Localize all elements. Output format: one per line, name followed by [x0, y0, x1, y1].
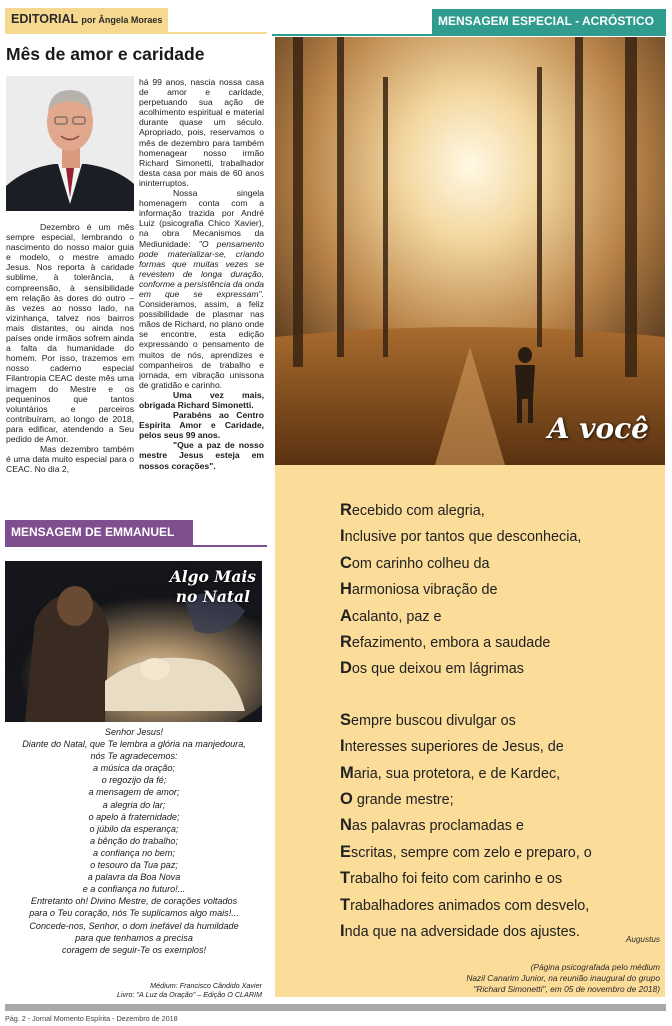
poem-line [340, 866, 660, 892]
poem-initial: H [340, 580, 352, 599]
prayer-line: a confiança no bem; [93, 847, 175, 858]
acrostic-poem [340, 498, 660, 946]
editorial-closing-quote: "Que a paz de nosso mestre Jesus esteja em nossos corações". [139, 440, 264, 471]
editorial-byline: por Ângela Moraes [81, 15, 163, 25]
poem-line [340, 604, 660, 630]
poem-initial: S [340, 710, 352, 729]
poem-initial: E [340, 842, 352, 861]
editorial-text-left [6, 222, 134, 474]
prayer-line: o júbilo da esperança; [89, 823, 179, 834]
poem-line [340, 761, 660, 787]
prayer-line: para que tenhamos a precisa [75, 932, 193, 943]
poem-text: os que deixou em lágrimas [351, 661, 524, 678]
nativity-title-line: Algo Mais [169, 567, 256, 586]
emmanuel-prayer [8, 726, 260, 956]
poem-initial: I [340, 527, 345, 546]
editorial-paragraph: Mas dezembro também é uma data muito especial para o CEAC. No dia 2, [6, 444, 134, 475]
poem-initial: R [340, 633, 352, 652]
poem-initial: I [340, 922, 345, 941]
prayer-line: para o Teu coração, nós Te suplicamos algo mais!... [29, 908, 239, 919]
poem-line [340, 551, 660, 577]
editorial-text-span: Consideramos, assim, a feliz possibilidade de plasmar nas mãos de Richard, no plano onde se encontre, esta edição expressando o pensamento de muitos de nós, aprendizes e companheiros de trabalho e jornada, em vibração unissona de gratidão e carinho. [139, 299, 264, 390]
editorial-congrats: Parabéns ao Centro Espírita Amor e Caridade, pelos seus 99 anos. [139, 410, 264, 441]
psychography-note [360, 962, 660, 996]
poem-text: nclusive por tantos que desconhecia, [344, 529, 582, 546]
poem-text: armoniosa vibração de [351, 582, 498, 599]
editorial-label: EDITORIAL [11, 12, 78, 26]
poem-initial: C [340, 553, 352, 572]
prayer-line: o apelo à fraternidade; [88, 811, 180, 822]
poem-text: aria, sua protetora, e de Kardec, [353, 765, 561, 782]
note-line: Nazil Canarim Junior, na reunião inaugural do grupo [466, 973, 660, 984]
poem-initial: T [340, 869, 351, 888]
prayer-line: coragem de seguir-Te os exemplos! [61, 944, 207, 955]
poem-author: Augustus [625, 935, 660, 944]
poem-line [340, 813, 660, 839]
prayer-line: nós Te agradecemos: [90, 751, 178, 762]
poem-line [340, 524, 660, 550]
poem-line [340, 840, 660, 866]
poem-initial: T [340, 895, 351, 914]
poem-initial: O [340, 790, 353, 809]
editorial-title: Mês de amor e caridade [6, 44, 205, 64]
poem-line [340, 498, 660, 524]
credit-medium: Médium: Francisco Cândido Xavier [150, 981, 262, 990]
poem-line [340, 656, 660, 682]
prayer-line: e a confiança no futuro!... [82, 884, 186, 895]
prayer-line: Diante do Natal, que Te lembra a glória na manjedoura, [22, 739, 246, 750]
nativity-title-line: no Natal [175, 587, 250, 606]
poem-text: ecebido com alegria, [351, 503, 485, 519]
poem-text: as palavras proclamadas e [351, 818, 524, 835]
prayer-line: o regozijo da fé; [101, 775, 167, 786]
editorial-thanks: Uma vez mais, obrigada Richard Simonetti. [139, 389, 264, 410]
poem-initial: D [340, 659, 352, 678]
poem-initial: N [340, 816, 352, 835]
editorial-paragraph [139, 188, 264, 390]
forest-image [275, 37, 665, 465]
prayer-line: Entretanto oh! Divino Mestre, de corações voltados [30, 896, 238, 907]
nativity-image-title [170, 567, 256, 607]
poem-text: nda que na adversidade dos ajustes. [344, 924, 580, 941]
nativity-image [5, 561, 262, 722]
poem-initial: I [340, 737, 345, 756]
poem-line [340, 708, 660, 734]
prayer-line: a palavra da Boa Nova [87, 872, 181, 883]
forest-image-caption: A você [547, 412, 649, 445]
author-portrait [6, 76, 134, 211]
credit-book: Livro: "A Luz da Oração" – Edição O CLARIM [116, 990, 262, 999]
prayer-credit [8, 981, 262, 999]
acrostic-section-label: MENSAGEM ESPECIAL - ACRÓSTICO [432, 9, 666, 34]
prayer-line: a mensagem de amor; [88, 787, 180, 798]
poem-line [340, 787, 660, 813]
prayer-line: Concede-nos, Senhor, o dom inefável da humildade [29, 920, 239, 931]
acrostic-divider [272, 34, 666, 36]
prayer-line: a alegria do lar; [102, 799, 166, 810]
note-line: "Richard Simonetti", em 05 de novembro de 2018) [473, 984, 660, 995]
poem-text: scritas, sempre com zelo e preparo, o [351, 844, 592, 861]
editorial-text-span: Nossa singela homenagem conta com a informação trazida por André Luiz (psicografia Chico Xavier), na obra Mecanismos da Mediunidade: [139, 188, 264, 249]
poem-initial: A [340, 606, 352, 625]
poem-line [340, 577, 660, 603]
poem-text: grande mestre; [352, 792, 454, 809]
prayer-line: o tesouro da Tua paz; [90, 860, 178, 871]
poem-line [340, 630, 660, 656]
editorial-divider [5, 32, 267, 34]
editorial-paragraph: há 99 anos, nascia nossa casa de amor e caridade, perpetuando sua ação de acolhimento espiritual e material durante quase um século. Apropriado, pois, reservamos o mês de dezembro para também homenagear nosso irmão Richard Simonetti, trabalhador desta casa por mais de 60 anos ininterruptos. [139, 77, 264, 188]
editorial-quote: "O pensamento pode materializar-se, criando formas que muitas vezes se revestem de longa duração, conforme a persistência da onda em que se expressam". [139, 238, 264, 299]
stanza-gap [340, 683, 660, 708]
poem-text: nteresses superiores de Jesus, de [344, 739, 564, 756]
poem-initial: R [340, 501, 352, 519]
prayer-line: a música da oração; [93, 763, 175, 774]
poem-line [340, 893, 660, 919]
prayer-line: a bênção do trabalho; [90, 835, 178, 846]
footer-bar [5, 1004, 666, 1011]
poem-text: rabalho foi feito com carinho e os [350, 871, 563, 888]
poem-text: calanto, paz e [351, 608, 442, 625]
poem-text: efazimento, embora a saudade [351, 635, 551, 652]
note-line: (Página psicografada pelo médium [530, 962, 660, 972]
footer-page-info: Pág. 2 - Jornal Momento Espírita - Dezembro de 2018 [5, 1014, 178, 1023]
poem-text: om carinho colheu da [351, 555, 490, 572]
editorial-paragraph: Dezembro é um mês sempre especial, lembrando o nascimento do nosso maior guia e modelo, o mestre amado Jesus. Nos reporta à caridade sublime, à tolerância, à compreensão, à sensibilidade em relação às dores do outro – às vezes ao nosso lado, na vizinhança, talvez nos bairros mais distantes, ou ainda nos países onde irmãos sofrem ainda a falta da humanidade do homem. Por isso, trazemos em nosso caderno especial Filantropia CEAC deste mês uma imagem do Mestre e os pequeninos que tantos voluntários e parceiros contribuíram, ao longo de 2018, para edificar, atendendo a Seu pedido de Amor. [6, 222, 134, 444]
poem-initial: M [340, 763, 354, 782]
emmanuel-section-label: MENSAGEM DE EMMANUEL [5, 520, 193, 545]
poem-text: rabalhadores animados com desvelo, [350, 897, 590, 914]
poem-line [340, 734, 660, 760]
emmanuel-divider [5, 545, 267, 547]
prayer-line: Senhor Jesus! [104, 727, 164, 737]
editorial-text-right [139, 77, 264, 471]
poem-text: empre buscou divulgar os [351, 712, 516, 729]
editorial-section-label [5, 8, 168, 32]
